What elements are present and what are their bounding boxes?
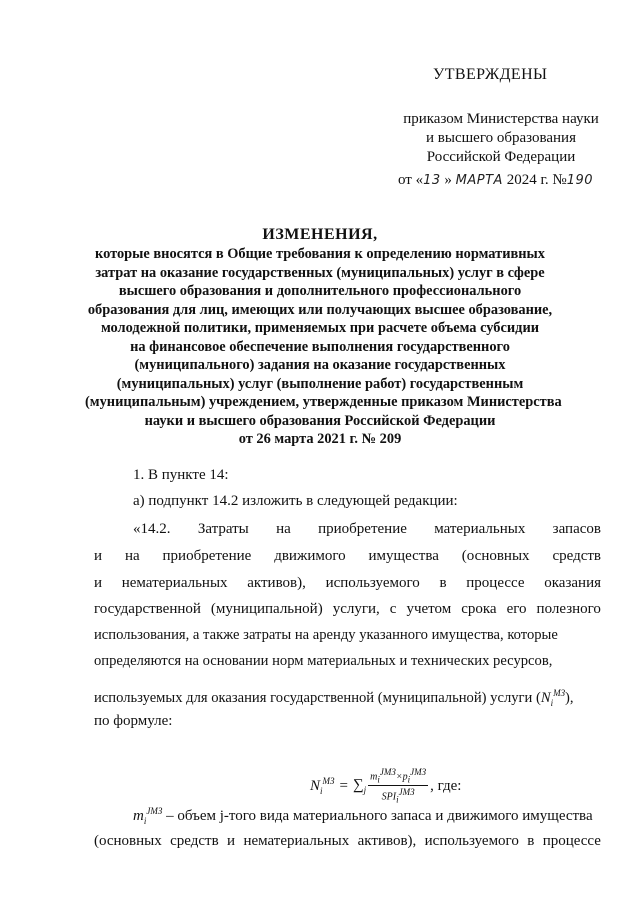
definition-line <box>133 806 593 826</box>
subtitle-line: (муниципальным) учреждением, утвержденные приказом Министерства <box>85 394 562 410</box>
word: в <box>439 575 447 591</box>
word: движимого <box>274 548 346 564</box>
subtitle-line: от 26 марта 2021 г. № 209 <box>238 431 402 447</box>
definition-symbol: $m_i^{JМЗ}$ <box>133 806 163 826</box>
handwritten-month: МАРТА <box>455 173 503 188</box>
word: срока <box>461 601 497 617</box>
subtitle-line: молодежной политики, применяемых при расчете объема субсидии <box>100 320 540 336</box>
word: в <box>527 833 535 849</box>
approval-heading: УТВЕРЖДЕНЫ <box>433 66 548 83</box>
date-mid: » <box>444 172 452 188</box>
definition-text: – объем j-того вида материального запаса и движимого имущества <box>162 808 593 824</box>
word: активов), <box>357 833 417 849</box>
word: его <box>506 601 527 617</box>
approval-line: и высшего образования <box>426 130 576 146</box>
word: материальных <box>434 521 526 537</box>
body-line-6: определяются на основании норм материальных и технических ресурсов, <box>94 653 553 669</box>
body-line-8: по формуле: <box>94 713 173 729</box>
formula <box>310 767 461 806</box>
word: приобретение <box>318 521 407 537</box>
word: услуги, <box>332 601 380 617</box>
word: с <box>389 601 397 617</box>
document-title: ИЗМЕНЕНИЯ, <box>262 226 378 243</box>
word: и <box>227 833 236 849</box>
word: нематериальных <box>121 575 228 591</box>
line7-text: используемых для оказания государственной (муниципальной) услуги ( <box>94 689 541 706</box>
body-line-3 <box>94 575 601 592</box>
word: на <box>124 548 140 564</box>
approval-block <box>381 110 621 167</box>
formula-equals: = <box>339 777 348 794</box>
word: «14.2. <box>133 521 171 537</box>
subtitle-line: (муниципальных) услуг (выполнение работ) государственным <box>116 375 524 392</box>
formula-lhs: $N_i^{МЗ}$ <box>310 776 335 797</box>
word: используемого <box>325 575 420 591</box>
approval-line: Российской Федерации <box>426 149 576 165</box>
date-year: 2024 г. № <box>506 172 567 188</box>
word: средств <box>170 833 219 849</box>
word: и <box>94 575 103 591</box>
word: Затраты <box>197 521 249 537</box>
subtitle-line: на финансовое обеспечение выполнения государственного <box>130 338 510 355</box>
subtitle-line: образования для лиц, имеющих или получающих высшее образование, <box>87 301 553 318</box>
formula-denominator: $SPI_i^{JМЗ}$ <box>381 787 415 805</box>
word: приобретение <box>162 548 252 564</box>
subtitle-line: высшего образования и дополнительного профессионального <box>118 283 522 299</box>
word: учетом <box>406 601 452 617</box>
order-date-line <box>398 172 593 189</box>
word: (муниципальной) <box>210 601 323 617</box>
approval-line: приказом Министерства науки <box>403 111 599 127</box>
word: оказания <box>544 575 601 591</box>
formula-sum: $\sum_j$ <box>352 777 367 796</box>
body-line-2 <box>94 548 601 565</box>
word: процессе <box>466 575 525 591</box>
body-line-last <box>94 833 601 850</box>
subtitle-line: (муниципального) задания на оказание государственных <box>134 357 506 373</box>
subtitle-line: которые вносятся в Общие требования к определению нормативных <box>95 246 545 262</box>
word: активов), <box>247 575 306 591</box>
word: запасов <box>552 521 601 537</box>
word: процессе <box>542 833 601 849</box>
word: (основных <box>94 833 162 849</box>
date-prefix: от « <box>398 172 424 188</box>
word: используемого <box>424 833 519 849</box>
subtitle-line: науки и высшего образования Российской Федерации <box>144 412 496 429</box>
word: и <box>94 548 103 564</box>
body-line-5: использования, а также затраты на аренду указанного имущества, которые <box>94 627 558 643</box>
formula-suffix: , где: <box>430 777 462 794</box>
paragraph-1: 1. В пункте 14: <box>133 467 229 483</box>
body-line-4 <box>94 601 601 618</box>
word: средств <box>552 548 601 564</box>
body-line-1 <box>133 521 601 538</box>
formula-numerator: $m_i^{JМЗ}\times p_i^{JМЗ}$ <box>370 767 427 785</box>
paragraph-2: а) подпункт 14.2 изложить в следующей редакции: <box>133 493 458 509</box>
handwritten-day: 13 <box>423 173 441 188</box>
body-line-7 <box>94 688 574 708</box>
word: (основных <box>461 548 530 564</box>
formula-symbol-inline: $N_i^{МЗ}$ <box>540 688 566 708</box>
word: полезного <box>536 601 601 617</box>
handwritten-number: 190 <box>566 173 594 188</box>
word: имущества <box>368 548 439 564</box>
subtitle-line: затрат на оказание государственных (муниципальных) услуг в сфере <box>95 264 545 281</box>
word: нематериальных <box>243 833 350 849</box>
formula-fraction <box>368 767 428 806</box>
line7-end: ), <box>565 689 574 706</box>
document-subtitle <box>85 245 562 449</box>
word: на <box>276 521 291 537</box>
word: государственной <box>94 601 201 617</box>
